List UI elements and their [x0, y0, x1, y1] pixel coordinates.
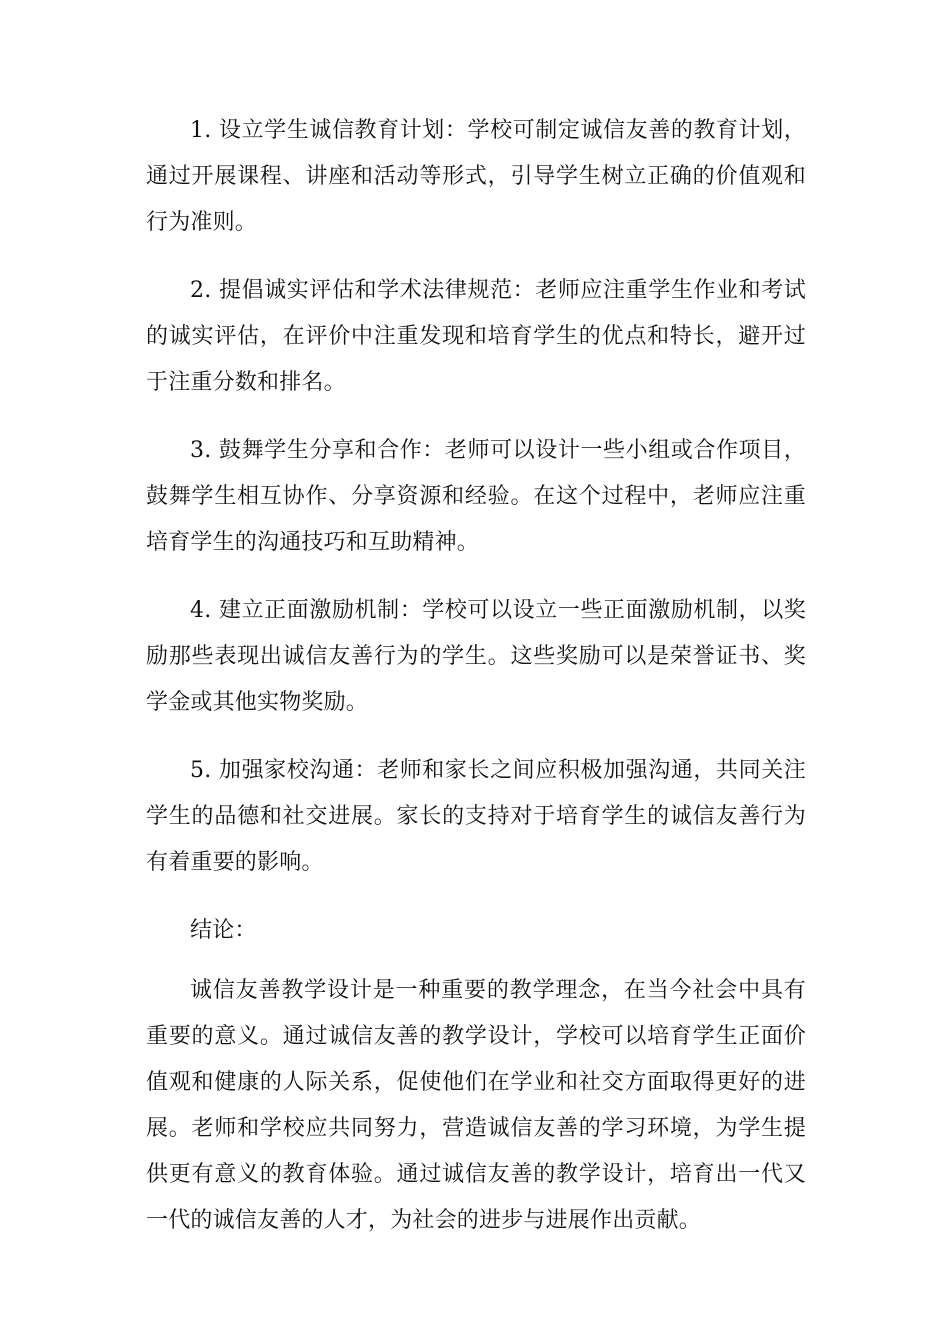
list-item-5: 5. 加强家校沟通：老师和家长之间应积极加强沟通，共同关注学生的品德和社交进展。家长的支持对于培育学生的诚信友善行为有着重要的影响。: [146, 758, 806, 875]
list-item-2: 2. 提倡诚实评估和学术法律规范：老师应注重学生作业和考试的诚实评估，在评价中注重发现和培育学生的优点和特长，避开过于注重分数和排名。: [146, 278, 806, 395]
list-item-1: 1. 设立学生诚信教育计划：学校可制定诚信友善的教育计划，通过开展课程、讲座和活动等形式，引导学生树立正确的价值观和行为准则。: [146, 118, 806, 235]
conclusion-heading: 结论：: [190, 918, 257, 943]
list-item-3: 3. 鼓舞学生分享和合作：老师可以设计一些小组或合作项目，鼓舞学生相互协作、分享资源和经验。在这个过程中，老师应注重培育学生的沟通技巧和互助精神。: [146, 438, 806, 555]
conclusion-paragraph: 诚信友善教学设计是一种重要的教学理念，在当今社会中具有重要的意义。通过诚信友善的教学设计，学校可以培育学生正面价值观和健康的人际关系，促使他们在学业和社交方面取得更好的进展。老师和学校应共同努力，营造诚信友善的学习环境，为学生提供更有意义的教育体验。通过诚信友善的教学设计，培育出一代又一代的诚信友善的人才，为社会的进步与进展作出贡献。: [146, 978, 806, 1233]
document-body: [146, 108, 806, 1266]
list-item-4: 4. 建立正面激励机制：学校可以设立一些正面激励机制，以奖励那些表现出诚信友善行为的学生。这些奖励可以是荣誉证书、奖学金或其他实物奖励。: [146, 598, 806, 715]
